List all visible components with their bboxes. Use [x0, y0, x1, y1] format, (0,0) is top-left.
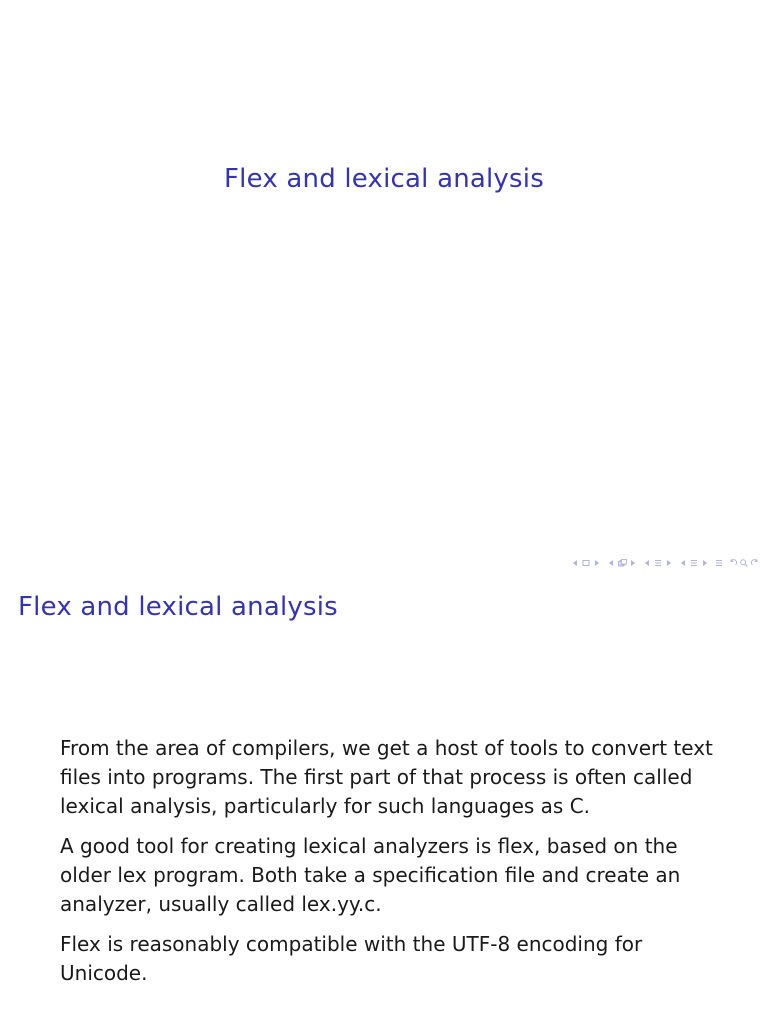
undo-icon[interactable]	[728, 558, 738, 568]
section-icon[interactable]	[689, 558, 699, 568]
appendix-icon[interactable]	[714, 558, 724, 568]
arrow-left-icon[interactable]	[642, 558, 652, 568]
nav-search-group	[728, 558, 760, 568]
frame-title: Flex and lexical analysis	[18, 592, 338, 622]
subsection-icon[interactable]	[617, 558, 627, 568]
nav-subsection-group	[606, 558, 638, 568]
nav-frame-group	[570, 558, 602, 568]
content-slide	[0, 576, 768, 1024]
arrow-left-icon[interactable]	[606, 558, 616, 568]
slide-body	[60, 734, 730, 999]
section-icon[interactable]	[653, 558, 663, 568]
arrow-right-icon[interactable]	[628, 558, 638, 568]
nav-document-group	[678, 558, 710, 568]
arrow-right-icon[interactable]	[592, 558, 602, 568]
arrow-right-icon[interactable]	[664, 558, 674, 568]
nav-section-group	[642, 558, 674, 568]
redo-icon[interactable]	[750, 558, 760, 568]
arrow-right-icon[interactable]	[700, 558, 710, 568]
arrow-left-icon[interactable]	[678, 558, 688, 568]
frame-icon[interactable]	[581, 558, 591, 568]
paragraph: Flex is reasonably compatible with the UTF-8 encoding for Unicode.	[60, 932, 643, 985]
slide-title: Flex and lexical analysis	[224, 164, 544, 194]
beamer-navigation-bar	[570, 556, 760, 570]
search-icon[interactable]	[739, 558, 749, 568]
paragraph: A good tool for creating lexical analyzers is flex, based on the older lex program. Both take a specification file and create an analyzer, usually called lex.yy.c.	[60, 834, 681, 916]
paragraph: From the area of compilers, we get a host of tools to convert text files into programs. The first part of that process is often called lexical analysis, particularly for such languages as C.	[60, 736, 713, 818]
arrow-left-icon[interactable]	[570, 558, 580, 568]
nav-appendix-group	[714, 558, 724, 568]
